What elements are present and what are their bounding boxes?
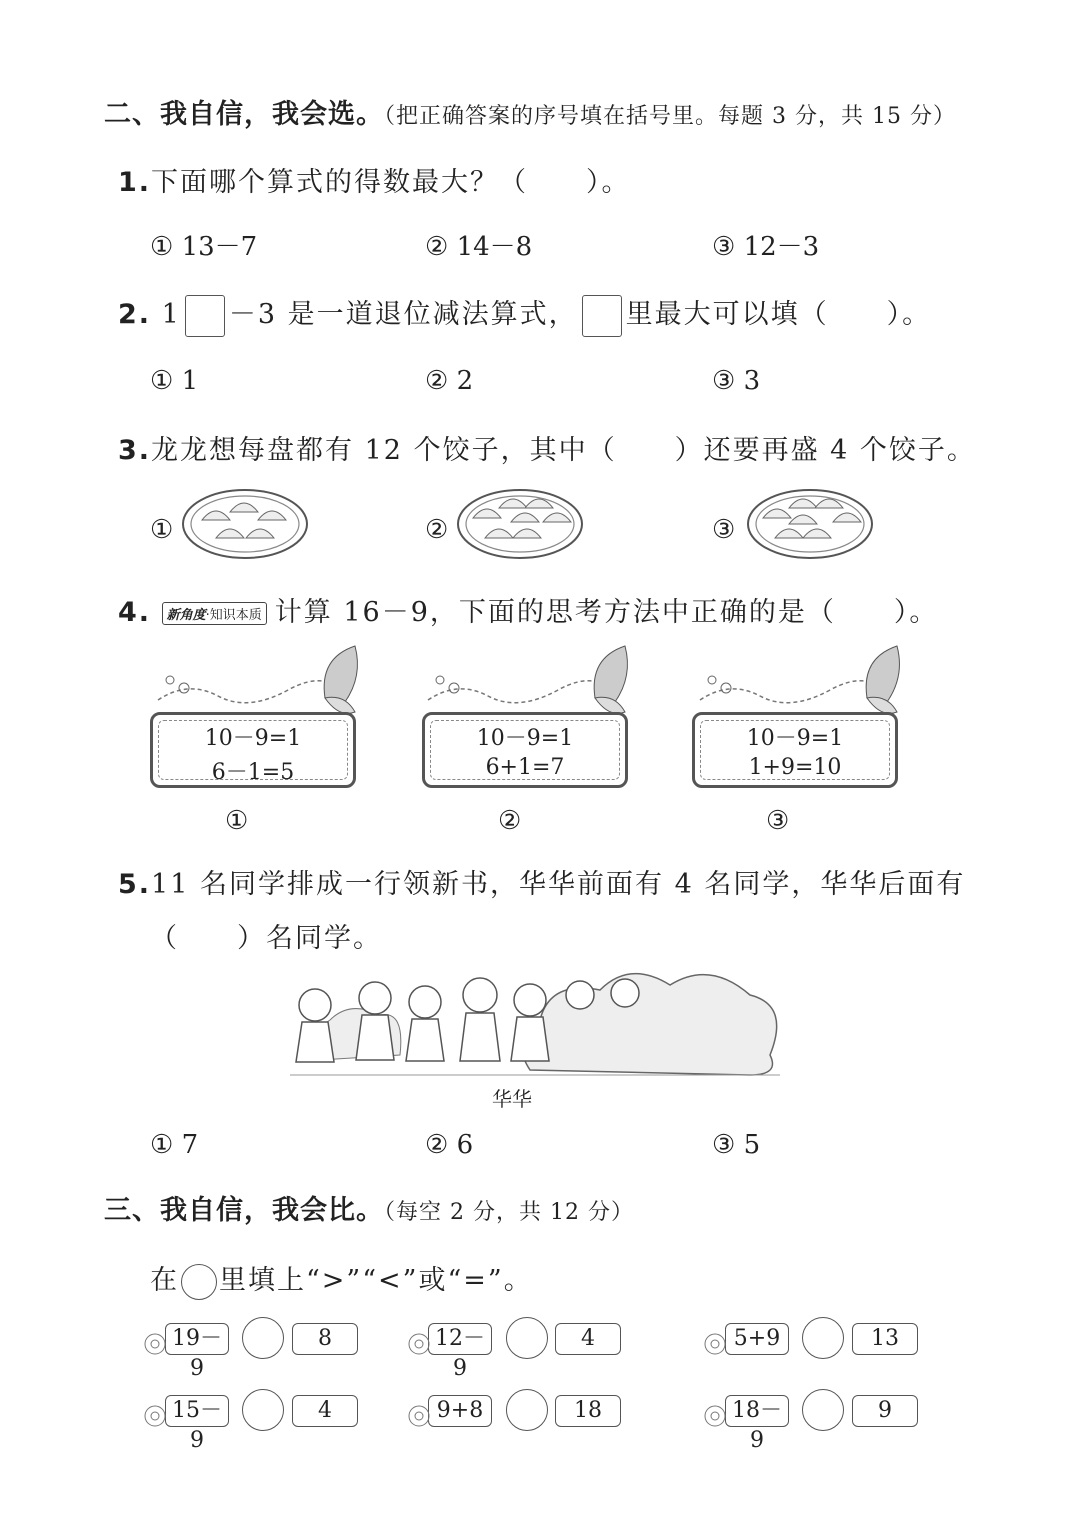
snail-icon bbox=[404, 1392, 434, 1432]
instruction-text: 在 bbox=[150, 1265, 179, 1296]
compare-circle[interactable] bbox=[802, 1317, 844, 1359]
question-number: 3. bbox=[118, 435, 152, 466]
butterfly-vine-decoration bbox=[692, 640, 912, 720]
q2-option-3[interactable]: ③ 3 bbox=[712, 366, 761, 396]
method-card-2 bbox=[422, 712, 628, 788]
compare-left: 12－9 bbox=[428, 1323, 492, 1355]
q3-option-2[interactable]: ② bbox=[425, 515, 449, 545]
card-line-1: 10－9=1 bbox=[476, 726, 574, 751]
compare-circle[interactable] bbox=[506, 1389, 548, 1431]
snail-icon bbox=[140, 1392, 170, 1432]
question-text: 下面哪个算式的得数最大？（ ）。 bbox=[151, 167, 631, 198]
butterfly-vine-decoration bbox=[420, 640, 640, 720]
section-3-title: 三、我自信，我会比。 bbox=[104, 1195, 384, 1226]
snail-icon bbox=[700, 1392, 730, 1432]
question-text: 1 bbox=[161, 299, 181, 330]
q2-option-2[interactable]: ② 2 bbox=[425, 366, 474, 396]
q1-option-3[interactable]: ③ 12－3 bbox=[712, 232, 820, 262]
question-5 bbox=[118, 862, 965, 901]
q4-option-3[interactable]: ③ bbox=[766, 806, 790, 836]
q2-option-1[interactable]: ① 1 bbox=[150, 366, 199, 396]
compare-left: 19－9 bbox=[165, 1323, 229, 1355]
question-text: 11 名同学排成一行领新书，华华前面有 4 名同学，华华后面有 bbox=[151, 869, 966, 900]
butterfly-vine-decoration bbox=[150, 640, 370, 720]
question-number: 1. bbox=[118, 167, 152, 198]
question-number: 4. bbox=[118, 597, 152, 628]
question-number: 5. bbox=[118, 869, 152, 900]
compare-right: 9 bbox=[852, 1395, 918, 1427]
compare-right: 8 bbox=[292, 1323, 358, 1355]
compare-circle[interactable] bbox=[506, 1317, 548, 1359]
question-4 bbox=[118, 590, 938, 629]
method-card-1 bbox=[150, 712, 356, 788]
compare-instruction bbox=[150, 1258, 533, 1300]
compare-right: 4 bbox=[292, 1395, 358, 1427]
question-2 bbox=[118, 292, 931, 337]
question-number: 2. bbox=[118, 299, 152, 330]
card-line-2: 6+1=7 bbox=[485, 755, 565, 780]
card-line-2: 1+9=10 bbox=[748, 755, 842, 780]
dumpling-plate-image bbox=[455, 482, 585, 562]
compare-left: 18－9 bbox=[725, 1395, 789, 1427]
card-line-1: 10－9=1 bbox=[204, 726, 302, 751]
compare-circle[interactable] bbox=[242, 1317, 284, 1359]
question-text: －3 是一道退位减法算式， bbox=[228, 299, 578, 330]
compare-right: 18 bbox=[555, 1395, 621, 1427]
question-3 bbox=[118, 428, 976, 467]
new-angle-badge: 新角度·知识本质 bbox=[162, 602, 267, 625]
dumpling-plate-image bbox=[745, 482, 875, 562]
instruction-text: 里填上“>”“<”或“=”。 bbox=[219, 1265, 533, 1296]
card-line-2: 6－1=5 bbox=[211, 760, 295, 785]
snail-icon bbox=[140, 1320, 170, 1360]
digit-box[interactable] bbox=[185, 295, 225, 337]
method-card-3 bbox=[692, 712, 898, 788]
section-2-heading bbox=[104, 92, 956, 131]
compare-left: 5+9 bbox=[725, 1323, 789, 1355]
compare-left: 9+8 bbox=[428, 1395, 492, 1427]
section-2-note: （把正确答案的序号填在括号里。每题 3 分，共 15 分） bbox=[384, 104, 956, 129]
question-5-line-2: （ ）名同学。 bbox=[150, 923, 382, 954]
question-text: 计算 16－9，下面的思考方法中正确的是（ ）。 bbox=[274, 597, 939, 628]
snail-icon bbox=[404, 1320, 434, 1360]
q3-option-3[interactable]: ③ bbox=[712, 515, 736, 545]
q4-option-1[interactable]: ① bbox=[225, 806, 249, 836]
question-1 bbox=[118, 160, 631, 199]
huahua-label: 华华 bbox=[492, 1087, 532, 1111]
q5-option-1[interactable]: ① 7 bbox=[150, 1130, 199, 1160]
q3-option-1[interactable]: ① bbox=[150, 515, 174, 545]
compare-circle[interactable] bbox=[242, 1389, 284, 1431]
section-3-heading bbox=[104, 1188, 634, 1227]
q5-option-2[interactable]: ② 6 bbox=[425, 1130, 474, 1160]
children-queue-image bbox=[280, 950, 800, 1085]
compare-right: 4 bbox=[555, 1323, 621, 1355]
card-line-1: 10－9=1 bbox=[746, 726, 844, 751]
digit-box[interactable] bbox=[582, 295, 622, 337]
q1-option-1[interactable]: ① 13－7 bbox=[150, 232, 258, 262]
section-2-title: 二、我自信，我会选。 bbox=[104, 99, 384, 130]
compare-right: 13 bbox=[852, 1323, 918, 1355]
compare-left: 15－9 bbox=[165, 1395, 229, 1427]
question-text: 里最大可以填（ ）。 bbox=[625, 299, 932, 330]
circle-icon bbox=[181, 1264, 217, 1300]
q4-option-2[interactable]: ② bbox=[498, 806, 522, 836]
section-3-note: （每空 2 分，共 12 分） bbox=[384, 1200, 634, 1225]
compare-circle[interactable] bbox=[802, 1389, 844, 1431]
question-text: 龙龙想每盘都有 12 个饺子，其中（ ）还要再盛 4 个饺子。 bbox=[151, 435, 976, 466]
q1-option-2[interactable]: ② 14－8 bbox=[425, 232, 533, 262]
q5-option-3[interactable]: ③ 5 bbox=[712, 1130, 761, 1160]
dumpling-plate-image bbox=[180, 482, 310, 562]
snail-icon bbox=[700, 1320, 730, 1360]
